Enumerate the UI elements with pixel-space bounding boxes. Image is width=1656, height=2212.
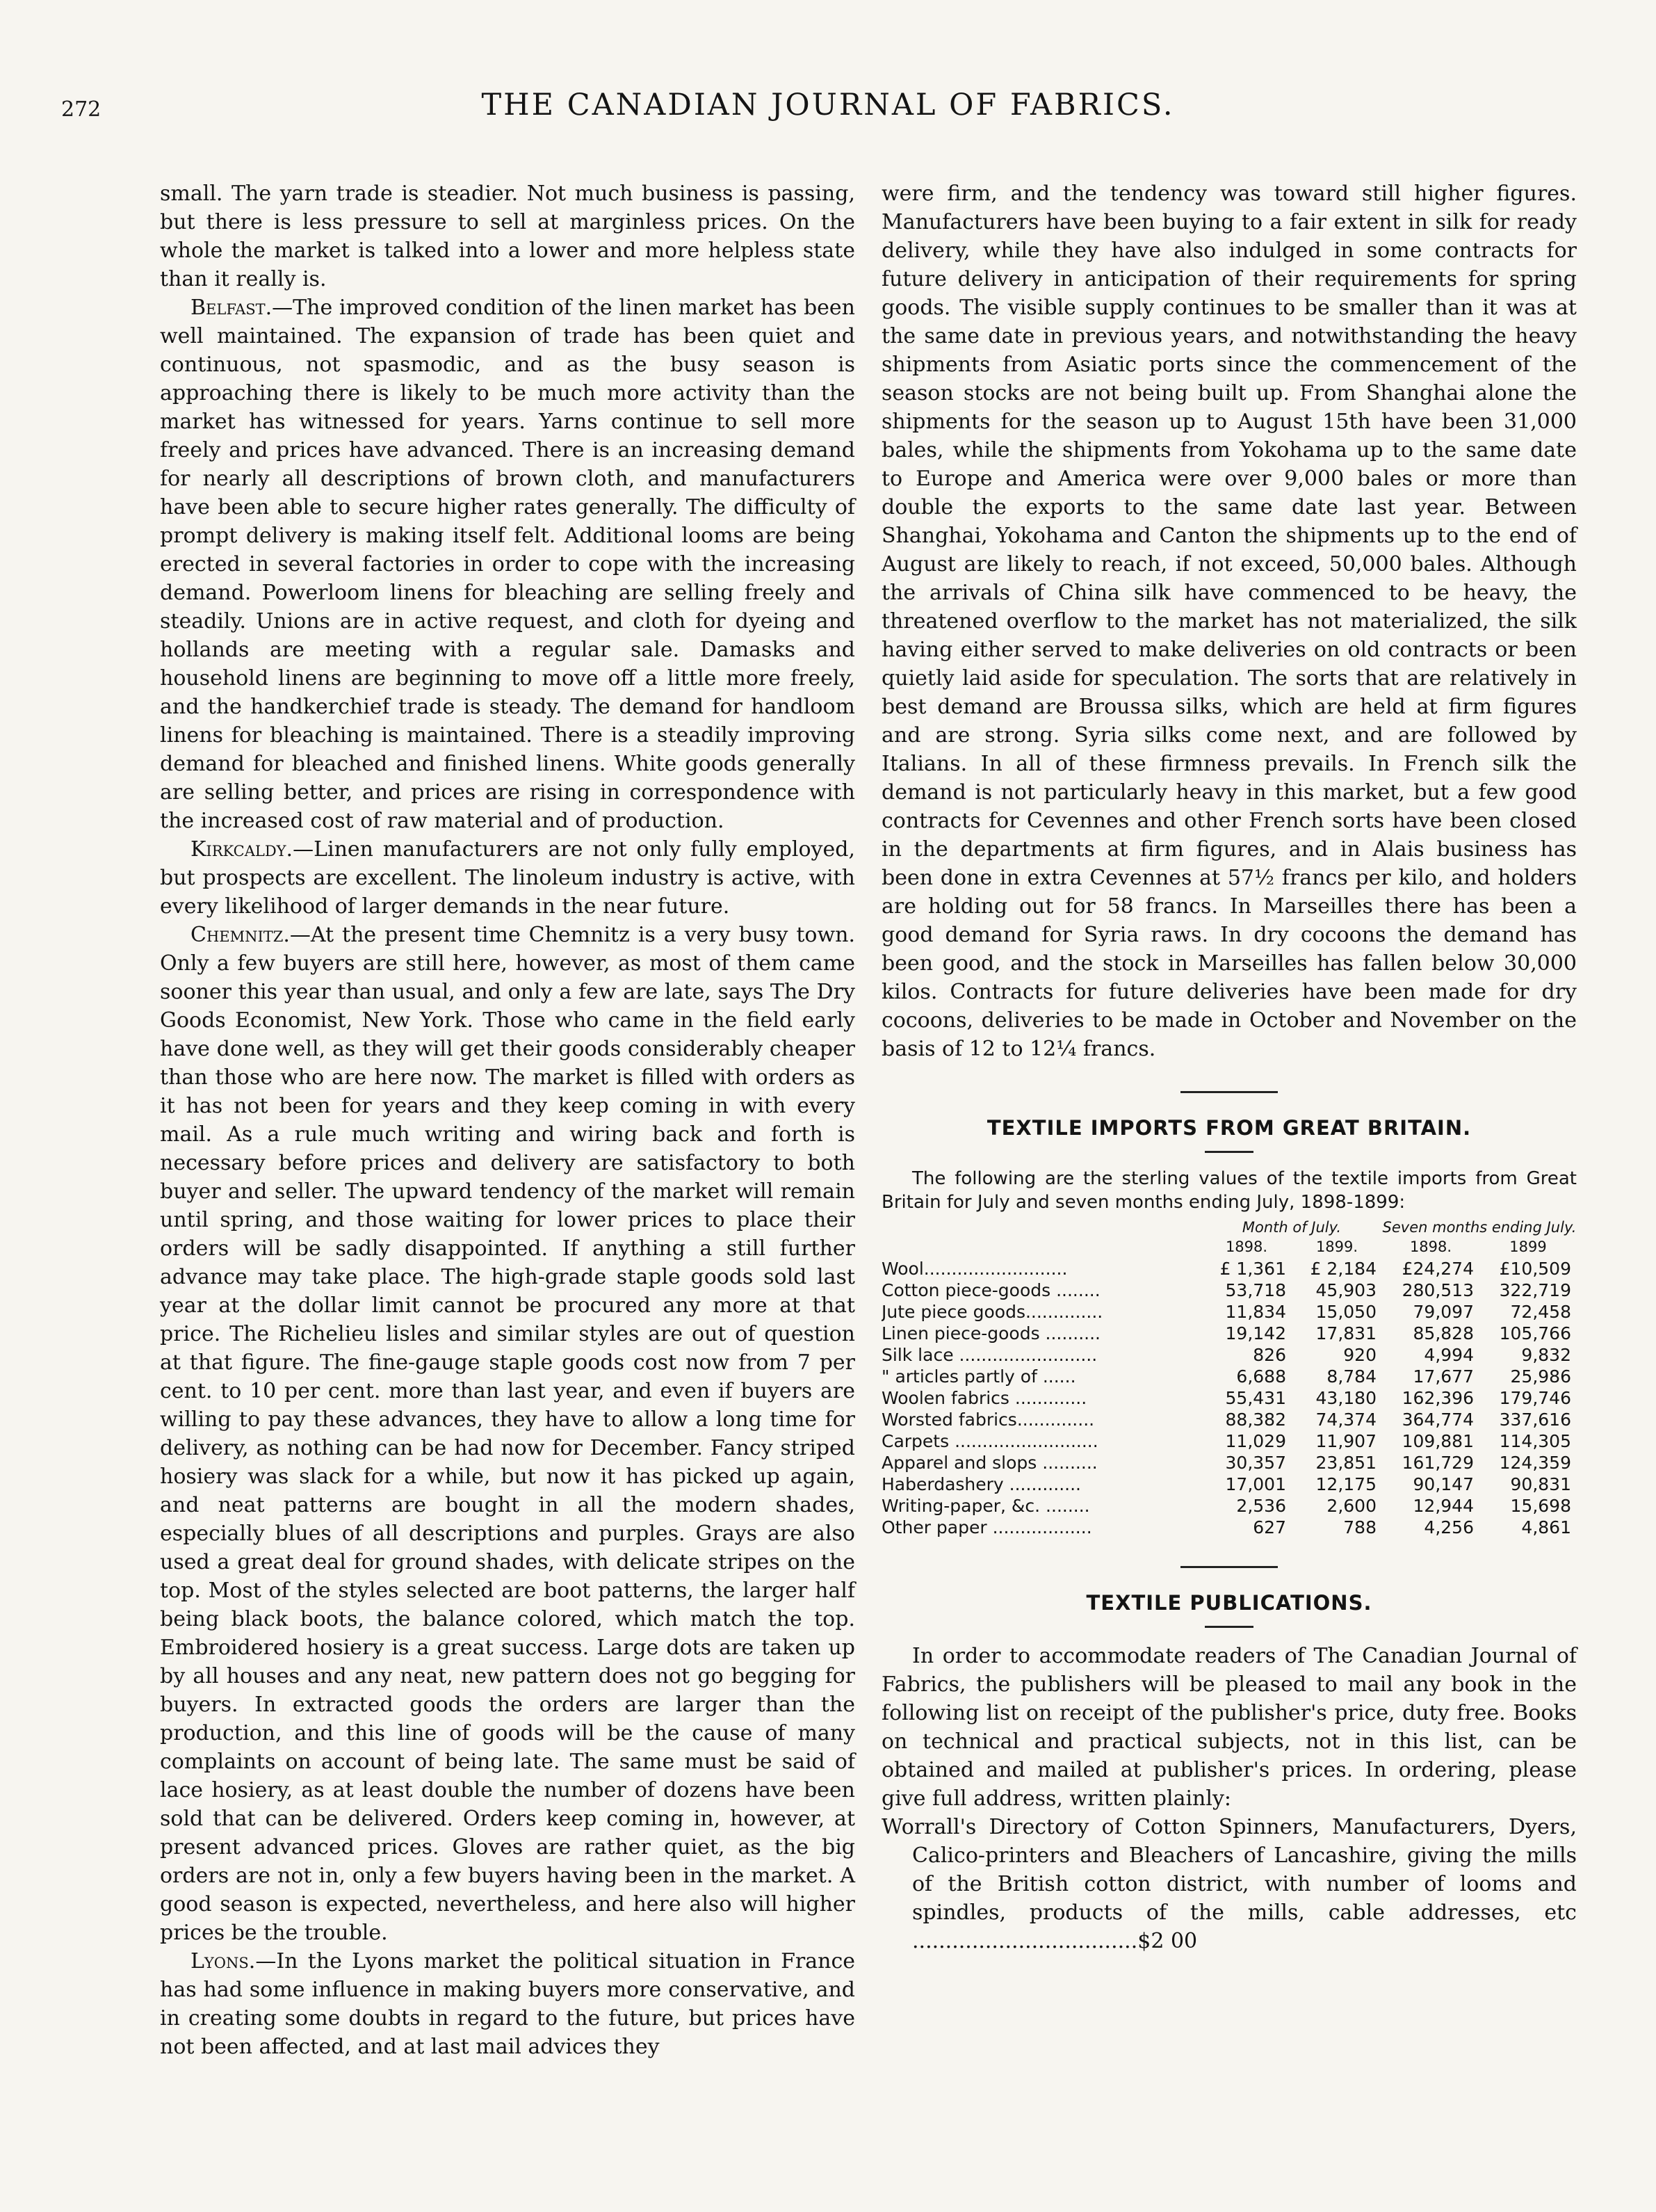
paragraph-text: —In the Lyons market the political situation in France has had some influence in making buyers more conservative, and in creating some doubts in regard to the future, but prices have not been affected, and at last mail advices they xyxy=(160,1949,855,2059)
value-cell: 53,718 xyxy=(1225,1280,1286,1300)
table-group-header xyxy=(882,1218,1577,1236)
row-label: Worsted fabrics.............. xyxy=(882,1410,1095,1430)
table-row xyxy=(882,1474,1577,1495)
lyons-paragraph xyxy=(160,1947,855,2061)
row-label: Haberdashery ............. xyxy=(882,1474,1081,1494)
value-cell: 280,513 xyxy=(1402,1280,1474,1300)
value-cell: 90,831 xyxy=(1510,1474,1571,1494)
value-cell: 2,536 xyxy=(1236,1496,1286,1516)
value-cell: 55,431 xyxy=(1225,1388,1286,1408)
row-label: Linen piece-goods .......... xyxy=(882,1323,1101,1343)
row-label: Jute piece goods.............. xyxy=(882,1302,1103,1322)
imports-intro: The following are the sterling values of the textile imports from Great Britain for July and seven months ending July, 1898-1899: xyxy=(882,1168,1577,1213)
value-cell: 85,828 xyxy=(1413,1323,1474,1343)
article-paragraph: small. The yarn trade is steadier. Not much business is passing, but there is less pressure to sell at marginless prices. On the whole the market is talked into a lower and more helpless state than it really is. xyxy=(160,181,855,291)
value-cell: 9,832 xyxy=(1521,1345,1571,1365)
publications-heading: TEXTILE PUBLICATIONS. xyxy=(1086,1591,1372,1615)
value-cell: 79,097 xyxy=(1413,1302,1474,1322)
year-header: 1899. xyxy=(1315,1238,1358,1255)
lyons-continued-paragraph: were firm, and the tendency was toward still higher figures. Manufacturers have been buying to a fair extent in silk for ready delivery, while they have also indulged in some contracts for future delivery in anticipation of their requirements for spring goods. The visible supply continues to be smaller than it was at the same date in previous years, and notwithstanding the heavy shipments from Asiatic ports since the commencement of the season stocks are not being built up. From Shanghai alone the shipments for the season up to August 15th have been 31,000 bales, while the shipments from Yokohama up to the same date to Europe and America were over 9,000 bales or more than double the exports to the same date last year. Between Shanghai, Yokohama and Canton the shipments up to the end of August are likely to reach, if not exceed, 50,000 bales. Although the arrivals of China silk have commenced to be heavy, the threatened overflow to the market has not materialized, the silk having either served to make deliveries on old contracts or been quietly laid aside for speculation. The sorts that are relatively in best demand are Broussa silks, which are held at firm figures and are strong. Syria silks come next, and are followed by Italians. In all of these firmness prevails. In French silk the demand is not particularly heavy in this market, but a few good contracts for Cevennes and other French sorts have been closed in the departments at firm figures, and in Alais business has been done in extra Cevennes at 57½ francs per kilo, and holders are holding out for 58 francs. In Marseilles there has been a good demand for Syria raws. In dry cocoons the demand has been good, and the stock in Marseilles has fallen below 30,000 kilos. Contracts for future deliveries have been made for dry cocoons, deliveries to be made in October and November on the basis of 12 to 12¼ francs. xyxy=(882,181,1577,1061)
right-column xyxy=(882,179,1577,1955)
row-label: Cotton piece-goods ........ xyxy=(882,1280,1101,1300)
value-cell: 12,175 xyxy=(1315,1474,1377,1494)
row-label: " articles partly of ...... xyxy=(882,1366,1076,1387)
value-cell: 179,746 xyxy=(1499,1388,1571,1408)
publications-intro: In order to accommodate readers of The Canadian Journal of Fabrics, the publishers will be pleased to mail any book in the following list on receipt of the publisher's price, duty free. Books on technical and practical subjects, not in this list, can be obtained and mailed at publisher's prices. In ordering, please give full address, written plainly: xyxy=(882,1644,1577,1811)
paragraph-text: —Linen manufacturers are not only fully employed, but prospects are excellent. The linoleum industry is active, with every likelihood of larger demands in the near future. xyxy=(160,837,855,919)
row-label: Wool.......................... xyxy=(882,1259,1068,1279)
value-cell: 17,001 xyxy=(1225,1474,1286,1494)
place-name: Lyons. xyxy=(190,1949,256,1973)
table-row xyxy=(882,1452,1577,1474)
section-divider xyxy=(1180,1091,1278,1093)
value-cell: 88,382 xyxy=(1225,1410,1286,1430)
table-row xyxy=(882,1279,1577,1301)
row-label: Other paper .................. xyxy=(882,1517,1092,1537)
value-cell: 45,903 xyxy=(1315,1280,1377,1300)
table-row xyxy=(882,1366,1577,1387)
value-cell: £ 1,361 xyxy=(1219,1259,1286,1279)
imports-table xyxy=(882,1218,1577,1538)
value-cell: 11,907 xyxy=(1315,1431,1377,1451)
table-row xyxy=(882,1344,1577,1366)
value-cell: 826 xyxy=(1253,1345,1286,1365)
value-cell: 30,357 xyxy=(1225,1453,1286,1473)
value-cell: 2,600 xyxy=(1326,1496,1377,1516)
value-cell: 19,142 xyxy=(1225,1323,1286,1343)
value-cell: 25,986 xyxy=(1510,1366,1571,1387)
value-cell: 8,784 xyxy=(1326,1366,1377,1387)
value-cell: 161,729 xyxy=(1402,1453,1474,1473)
place-name: Chemnitz. xyxy=(190,923,290,947)
table-row xyxy=(882,1430,1577,1452)
value-cell: 114,305 xyxy=(1499,1431,1571,1451)
table-row xyxy=(882,1323,1577,1344)
left-column xyxy=(160,179,855,2061)
value-cell: 23,851 xyxy=(1315,1453,1377,1473)
value-cell: 162,396 xyxy=(1402,1388,1474,1408)
value-cell: 15,050 xyxy=(1315,1302,1377,1322)
paragraph-text: —At the present time Chemnitz is a very busy town. Only a few buyers are still here, however, as most of them came sooner this year than usual, and only a few are late, says The Dry Goods Economist, New York. Those who came in the field early have done well, as they will get their goods considerably cheaper than those who are here now. The market is filled with orders as it has not been for years and they keep coming in with every mail. As a rule much writing and wiring back and forth is necessary before prices and delivery are satisfactory to both buyer and seller. The upward tendency of the market will remain until spring, and those waiting for lower prices to place their orders will be sadly disappointed. If anything a still further advance may take place. The high-grade staple goods sold last year at the dollar limit cannot be procured any more at that price. The Richelieu lisles and similar styles are out of question at that figure. The fine-gauge staple goods cost now from 7 per cent. to 10 per cent. more than last year, and even if buyers are willing to pay these advances, they have to allow a long time for delivery, as nothing can be had now for December. Fancy striped hosiery was slack for a while, but now it has picked up again, and neat patterns are bought in all the modern shades, especially blues of all descriptions and purples. Grays are also used a great deal for ground shades, with delicate stripes on the top. Most of the styles selected are boot patterns, the larger half being black boots, the balance colored, which match the top. Embroidered hosiery is a great success. Large dots are taken up by all houses and any neat, new pattern does not go begging for buyers. In extracted goods the orders are larger than the production, and this line of goods will be the cause of many complaints on account of being late. The same must be said of lace hosiery, as at least double the number of dozens have been sold that can be delivered. Orders keep coming in, however, at present advanced prices. Gloves are rather quiet, as the big orders are not in, only a few buyers having been in the market. A good season is expected, nevertheless, and here also will higher prices be the trouble. xyxy=(160,923,855,1945)
section-divider xyxy=(1180,1566,1278,1568)
table-row xyxy=(882,1495,1577,1517)
value-cell: 105,766 xyxy=(1499,1323,1571,1343)
value-cell: 11,834 xyxy=(1225,1302,1286,1322)
imports-heading: TEXTILE IMPORTS FROM GREAT BRITAIN. xyxy=(987,1116,1472,1140)
value-cell: 124,359 xyxy=(1499,1453,1571,1473)
value-cell: 4,861 xyxy=(1521,1517,1571,1537)
value-cell: 17,677 xyxy=(1413,1366,1474,1387)
table-year-header xyxy=(882,1236,1577,1258)
row-label: Woolen fabrics ............. xyxy=(882,1388,1087,1408)
kirkcaldy-paragraph xyxy=(160,835,855,921)
seven-months-group-header: Seven months ending July. xyxy=(1382,1219,1577,1236)
chemnitz-paragraph xyxy=(160,921,855,1947)
year-header: 1898. xyxy=(1225,1238,1268,1255)
value-cell: £10,509 xyxy=(1499,1259,1571,1279)
table-row xyxy=(882,1301,1577,1323)
value-cell: 11,029 xyxy=(1225,1431,1286,1451)
value-cell: 364,774 xyxy=(1402,1410,1474,1430)
heading-rule xyxy=(1205,1626,1253,1628)
value-cell: £ 2,184 xyxy=(1310,1259,1377,1279)
value-cell: £24,274 xyxy=(1402,1259,1474,1279)
value-cell: 627 xyxy=(1253,1517,1286,1537)
row-label: Apparel and slops .......... xyxy=(882,1453,1098,1473)
value-cell: 4,256 xyxy=(1424,1517,1474,1537)
value-cell: 74,374 xyxy=(1315,1410,1377,1430)
row-label: Silk lace ......................... xyxy=(882,1345,1098,1365)
value-cell: 337,616 xyxy=(1499,1410,1571,1430)
value-cell: 322,719 xyxy=(1499,1280,1571,1300)
table-row xyxy=(882,1517,1577,1538)
value-cell: 788 xyxy=(1343,1517,1377,1537)
journal-title: THE CANADIAN JOURNAL OF FABRICS. xyxy=(481,88,1175,122)
value-cell: 90,147 xyxy=(1413,1474,1474,1494)
paragraph-text: —The improved condition of the linen market has been well maintained. The expansion of trade has been quiet and continuous, not spasmodic, and as the busy season is approaching there is likely to be much more activity than the market has witnessed for years. Yarns continue to sell more freely and prices have advanced. There is an increasing demand for nearly all descriptions of brown cloth, and manufacturers have been able to secure higher rates generally. The difficulty of prompt delivery is making itself felt. Additional looms are being erected in several factories in order to cope with the increasing demand. Powerloom linens for bleaching are selling freely and steadily. Unions are in active request, and cloth for dyeing and hollands are meeting with a regular sale. Damasks and household linens are beginning to move off a little more freely, and the handkerchief trade is steady. The demand for handloom linens for bleaching is maintained. There is a steadily improving demand for bleached and finished linens. White goods generally are selling better, and prices are rising in correspondence with the increased cost of raw material and of production. xyxy=(160,296,855,833)
belfast-paragraph xyxy=(160,293,855,835)
value-cell: 15,698 xyxy=(1510,1496,1571,1516)
value-cell: 6,688 xyxy=(1236,1366,1286,1387)
place-name: Kirkcaldy. xyxy=(190,837,293,862)
value-cell: 12,944 xyxy=(1413,1496,1474,1516)
value-cell: 43,180 xyxy=(1315,1388,1377,1408)
year-header: 1898. xyxy=(1409,1238,1452,1255)
table-row xyxy=(882,1409,1577,1430)
row-label: Writing-paper, &c. ........ xyxy=(882,1496,1090,1516)
value-cell: 920 xyxy=(1343,1345,1377,1365)
place-name: Belfast. xyxy=(190,296,273,320)
table-row xyxy=(882,1387,1577,1409)
value-cell: 17,831 xyxy=(1315,1323,1377,1343)
publication-item: Worrall's Directory of Cotton Spinners, Manufacturers, Dyers, Calico-printers and Bleachers of Lancashire, giving the mills of the British cotton district, with number of looms and spindles, products of the mills, cable addresses, etc ..................................$2 00 xyxy=(882,1815,1577,1953)
page-number: 272 xyxy=(61,97,102,122)
value-cell: 72,458 xyxy=(1510,1302,1571,1322)
table-row xyxy=(882,1258,1577,1279)
month-group-header: Month of July. xyxy=(1242,1219,1342,1236)
heading-rule xyxy=(1205,1151,1253,1153)
year-header: 1899 xyxy=(1509,1238,1547,1255)
value-cell: 109,881 xyxy=(1402,1431,1474,1451)
value-cell: 4,994 xyxy=(1424,1345,1474,1365)
row-label: Carpets .......................... xyxy=(882,1431,1098,1451)
